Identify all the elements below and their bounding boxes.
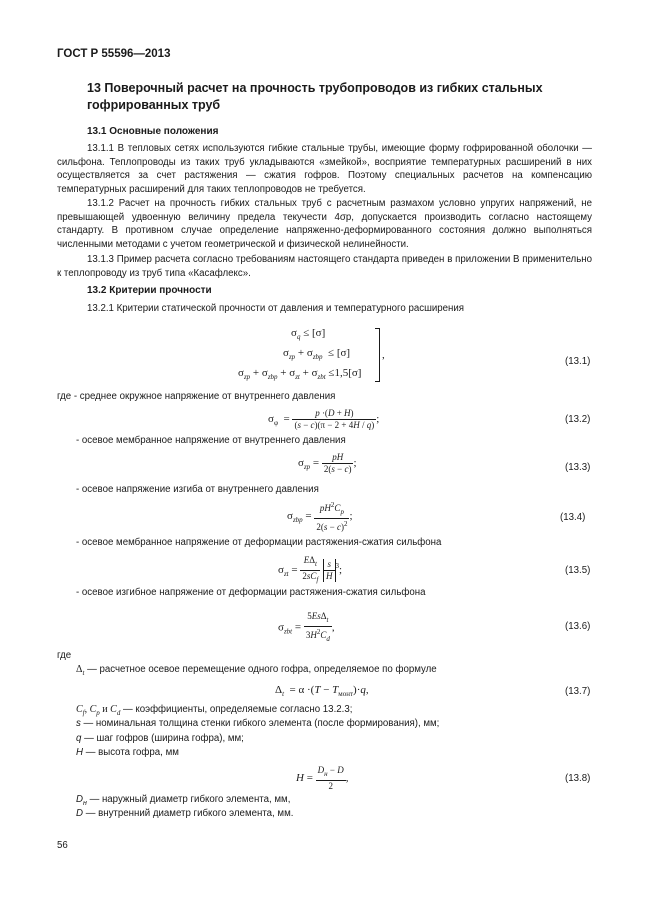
equation-13-1-line3: $\sigma_{zp} + \sigma_{zbp} + \sigma_{zt} + \sigma_{zbt} \le 1,5[\sigma]$ bbox=[238, 367, 362, 382]
desc-sigma-zp: - осевое мембранное напряжение от внутреннего давления bbox=[76, 435, 346, 446]
def-H: H — высота гофра, мм bbox=[76, 747, 179, 758]
equation-13-6-number: (13.6) bbox=[565, 621, 591, 632]
equation-13-2-number: (13.2) bbox=[565, 414, 591, 425]
paragraph-13-1-3: 13.1.3 Пример расчета согласно требованиям настоящего стандарта приведен в приложении В применительно к теплопроводу из труб типа «Касафлекс». bbox=[57, 254, 592, 279]
desc-sigma-zt: - осевое мембранное напряжение от деформации растяжения-сжатия сильфона bbox=[76, 537, 442, 548]
equation-13-3-number: (13.3) bbox=[565, 462, 591, 473]
equation-brace bbox=[375, 328, 380, 382]
document-header: ГОСТ Р 55596—2013 bbox=[57, 48, 171, 60]
equation-13-4-number: (13.4) bbox=[560, 512, 586, 523]
equation-13-3: $\sigma_{zp}$ = $\frac{pH}{2(s - c)}$ ; bbox=[298, 452, 357, 474]
def-s: s — номинальная толщина стенки гибкого элемента (после формирования), мм; bbox=[76, 718, 440, 729]
paragraph-13-2-1: 13.2.1 Критерии статической прочности от давления и температурного расширения bbox=[87, 303, 465, 314]
equation-13-1-number: (13.1) bbox=[565, 356, 591, 367]
equation-13-8: H = $\frac{D_н - D}{2}$ , bbox=[296, 765, 349, 791]
section-title: 13 Поверочный расчет на прочность трубопроводов из гибких стальных гофрированных труб bbox=[87, 81, 543, 112]
desc-sigma-zbp: - осевое напряжение изгиба от внутреннего давления bbox=[76, 484, 319, 495]
equation-13-7-number: (13.7) bbox=[565, 686, 591, 697]
equation-13-4: $\sigma_{zbp}$ = $\frac{pH^2C_p}{2(s - c)^2}$ ; bbox=[287, 501, 353, 532]
equation-13-5: $\sigma_{zt}$ = $\frac{E\Delta_t}{2sC_f}$ $\frac{s}{H}$ $^3$; bbox=[278, 555, 343, 584]
paragraph-13-1-2: 13.1.2 Расчет на прочность гибких стальных труб с расчетным размахом условно упругих напряжений, не превышающей удвоенную величину предела текучести 4σp, допускается производить согласно настоящему стандарту. В противном случае определение напряженно-деформированного состояния должно выполняться численными методами с учетом геометрической и физической нелинейности. bbox=[57, 198, 592, 250]
equation-13-6: $\sigma_{zbt}$ = $\frac{5Es\Delta_t}{3H^2C_d}$ , bbox=[278, 611, 335, 643]
def-q: q — шаг гофров (ширина гофра), мм; bbox=[76, 733, 244, 744]
where-label-sigma-phi: где - среднее окружное напряжение от внутреннего давления bbox=[57, 391, 336, 402]
where-label: где bbox=[57, 650, 72, 661]
def-coefficients: $C_f$, $C_p$ и $C_d$ — коэффициенты, определяемые согласно 13.2.3; bbox=[76, 704, 353, 717]
def-D: D — внутренний диаметр гибкого элемента, мм. bbox=[76, 808, 294, 819]
equation-13-1-comma: , bbox=[382, 349, 385, 361]
equation-13-2: $\sigma_\varphi$ = $\frac{p \cdot(D + H)}{(s - c)(\pi - 2 + 4H / q)}$ ; bbox=[268, 408, 380, 430]
equation-13-1-line1: $\sigma_q \le [\sigma]$ bbox=[291, 327, 326, 342]
def-delta-t: $\Delta_t$ — расчетное осевое перемещение одного гофра, определяемое по формуле bbox=[76, 664, 437, 677]
subsection-title-13-2: 13.2 Критерии прочности bbox=[87, 285, 212, 296]
subsection-title-13-1: 13.1 Основные положения bbox=[87, 126, 219, 137]
equation-13-1-line2: $\sigma_{zp} + \sigma_{zbp} \le [\sigma]$ bbox=[283, 347, 351, 362]
equation-13-7: $\Delta_t = \alpha \cdot(T - T_{монт})\cdot q$, bbox=[275, 684, 369, 699]
paragraph-13-1-1: 13.1.1 В тепловых сетях используются гибкие стальные трубы, имеющие форму гофрированной оболочки — сильфона. Теплопроводы из таких труб укладываются «змейкой», восприятие температурных расширений в них осуществляется за счет растяжения — сжатия гофров. Поэтому специальных расчетов на компенсацию температурных расширений для таких теплопроводов не требуется. bbox=[57, 143, 592, 195]
equation-13-8-number: (13.8) bbox=[565, 773, 591, 784]
equation-13-5-number: (13.5) bbox=[565, 565, 591, 576]
page-number: 56 bbox=[57, 840, 68, 851]
def-Dn: $D_н$ — наружный диаметр гибкого элемента, мм, bbox=[76, 794, 291, 807]
desc-sigma-zbt: - осевое изгибное напряжение от деформации растяжения-сжатия сильфона bbox=[76, 587, 426, 598]
